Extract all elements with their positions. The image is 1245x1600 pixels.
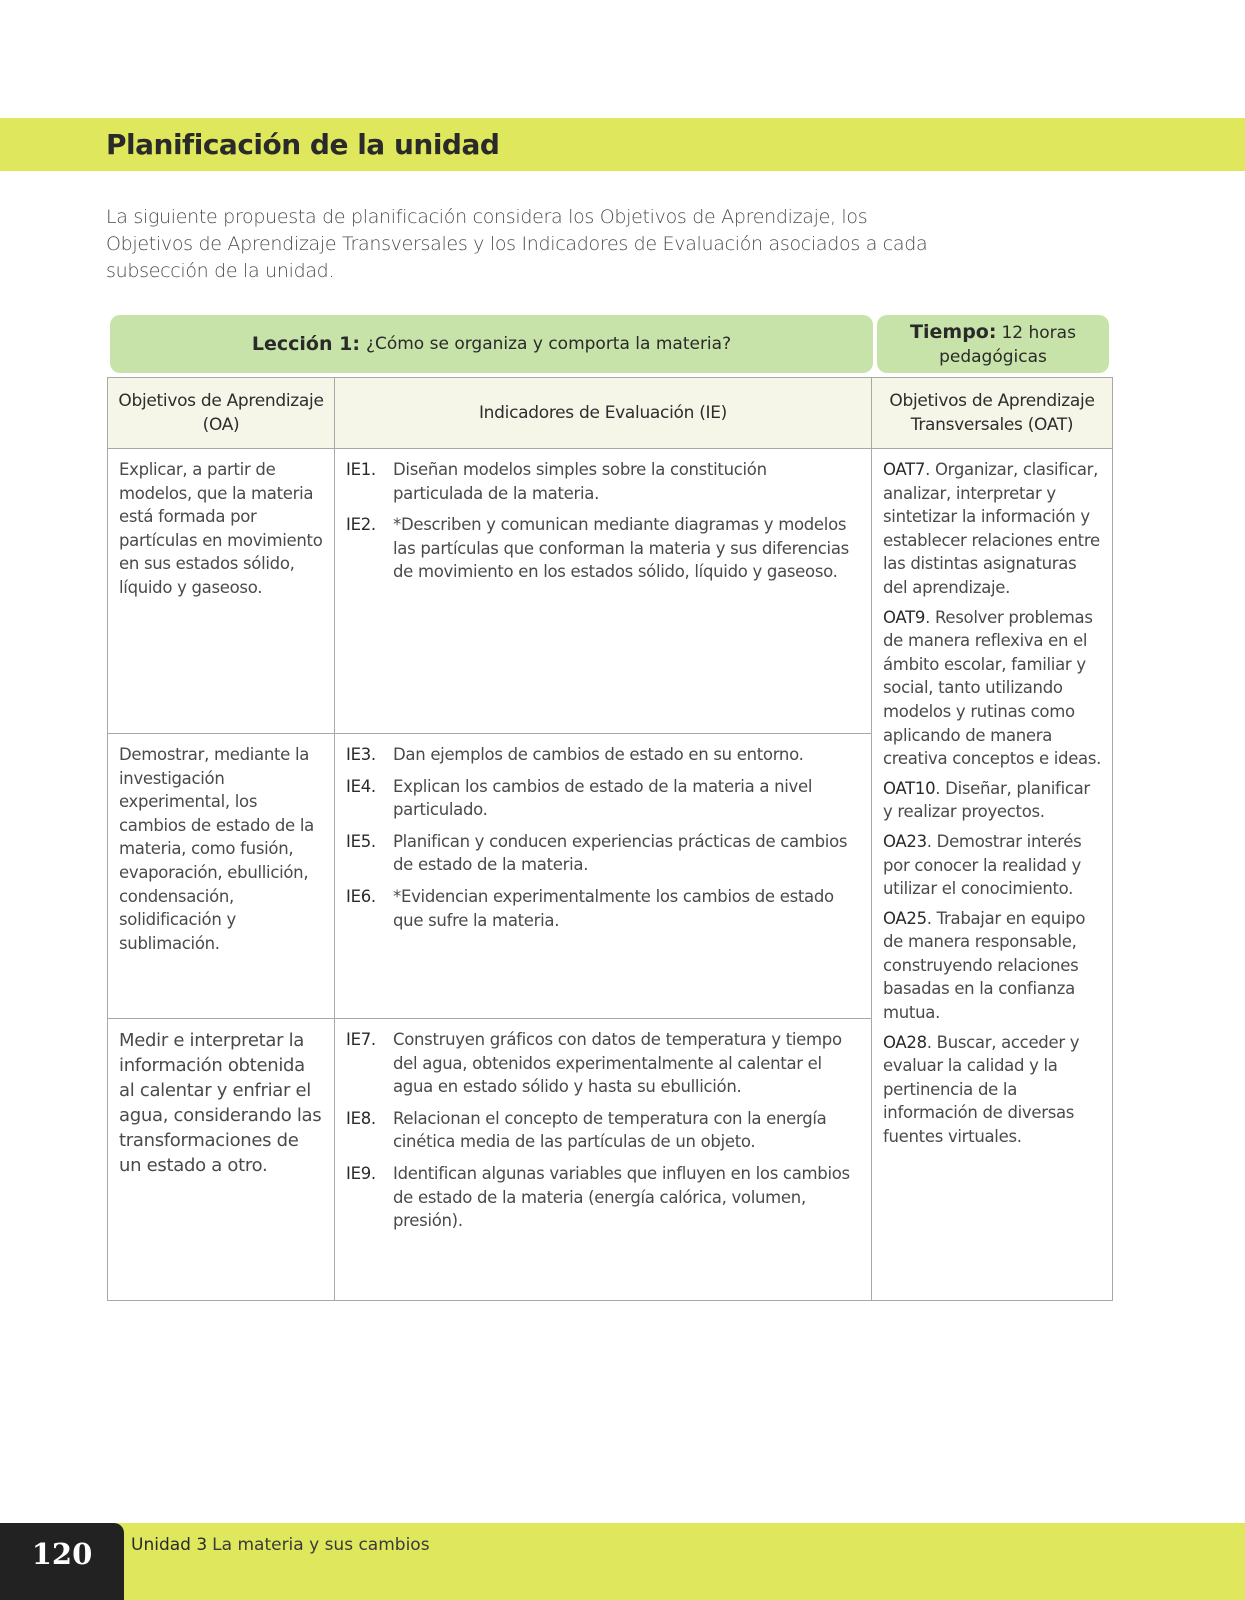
time-value: 12 horas	[1001, 322, 1076, 343]
ie-item	[346, 775, 861, 822]
oat-code: OAT10	[883, 778, 936, 798]
intro-paragraph: La siguiente propuesta de planificación considera los Objetivos de Aprendizaje, los Objetivos de Aprendizaje Transversales y los Indicadores de Evaluación asociados a cada subsección de la unidad.	[106, 206, 928, 282]
ie-item	[346, 1162, 861, 1233]
ie-code: IE8.	[346, 1108, 376, 1128]
lesson-title: ¿Cómo se organiza y comporta la materia?	[365, 334, 732, 354]
ie-code: IE4.	[346, 776, 376, 796]
oat-code: OAT9	[883, 607, 926, 627]
ie-cell-3	[334, 1018, 872, 1301]
time-line	[910, 320, 1076, 345]
oat-code: OA28	[883, 1032, 927, 1052]
oat-item	[883, 830, 1104, 901]
ie-item	[346, 830, 861, 877]
ie-text: *Describen y comunican mediante diagramas y modelos las partículas que conforman la materia y sus diferencias de movimiento en los estados sólido, líquido y gaseoso.	[393, 515, 849, 582]
lesson-label: Lección 1:	[251, 333, 360, 355]
ie-text: Construyen gráficos con datos de temperatura y tiempo del agua, obtenidos experimentalmente al calentar el agua en estado sólido y hasta su ebullición.	[393, 1030, 842, 1097]
oa-cell-2: Demostrar, mediante la investigación experimental, los cambios de estado de la materia, como fusión, evaporación, ebullición, condensación, solidificación y sublimación.	[107, 733, 335, 1019]
oat-code: OA25	[883, 908, 927, 928]
oat-code: OAT7	[883, 460, 926, 479]
ie-text: Relacionan el concepto de temperatura con la energía cinética media de las partículas de un objeto.	[393, 1108, 827, 1152]
ie-cell-2	[334, 733, 872, 1019]
ie-cell-1	[334, 448, 872, 734]
ie-code: IE9.	[346, 1163, 376, 1183]
page-title: Planificación de la unidad	[106, 128, 500, 161]
planning-table	[107, 377, 1113, 1301]
ie-code: IE1.	[346, 460, 376, 479]
oat-item	[883, 1031, 1104, 1149]
ie-text: Planifican y conducen experiencias prácticas de cambios de estado de la materia.	[393, 831, 848, 875]
ie-code: IE5.	[346, 831, 376, 851]
ie-item	[346, 513, 861, 584]
unit-title: La materia y sus cambios	[212, 1535, 430, 1555]
ie-code: IE2.	[346, 515, 376, 535]
ie-item	[346, 743, 861, 767]
oat-text: . Demostrar interés por conocer la realidad y utilizar el conocimiento.	[883, 831, 1082, 899]
oat-cell	[871, 448, 1113, 1301]
page-number: 120	[0, 1523, 124, 1600]
oa-cell-3: Medir e interpretar la información obtenida al calentar y enfriar el agua, considerando las transformaciones de un estado a otro.	[107, 1018, 335, 1301]
ie-item	[346, 1107, 861, 1154]
oat-item	[883, 907, 1104, 1025]
header-oa: Objetivos de Aprendizaje (OA)	[107, 377, 335, 449]
oat-text: . Diseñar, planificar y realizar proyectos.	[883, 778, 1090, 822]
oat-item	[883, 458, 1104, 600]
ie-text: Identifican algunas variables que influyen en los cambios de estado de la materia (energía calórica, volumen, presión).	[393, 1163, 850, 1231]
ie-item	[346, 458, 861, 505]
oa-cell-1: Explicar, a partir de modelos, que la materia está formada por partículas en movimiento en sus estados sólido, líquido y gaseoso.	[107, 448, 335, 734]
oat-text: . Trabajar en equipo de manera responsable, construyendo relaciones basadas en la confianza mutua.	[883, 908, 1086, 1023]
footer-unit	[131, 1535, 430, 1555]
oat-text: . Resolver problemas de manera reflexiva en el ámbito escolar, familiar y social, tanto utilizando modelos y rutinas como aplicando de manera creativa conceptos e ideas.	[883, 607, 1102, 769]
lesson-header	[110, 315, 873, 373]
header-oat: Objetivos de Aprendizaje Transversales (OAT)	[871, 377, 1113, 449]
oat-text: . Buscar, acceder y evaluar la calidad y la pertinencia de la información de diversas fuentes virtuales.	[883, 1032, 1080, 1147]
ie-code: IE3.	[346, 745, 376, 764]
oat-code: OA23	[883, 831, 927, 851]
ie-code: IE6.	[346, 886, 376, 906]
ie-text: *Evidencian experimentalmente los cambios de estado que sufre la materia.	[393, 886, 834, 930]
oat-text: . Organizar, clasificar, analizar, interpretar y sintetizar la información y establecer relaciones entre las distintas asignaturas del aprendizaje.	[883, 460, 1100, 597]
time-unit: pedagógicas	[939, 346, 1047, 367]
header-ie: Indicadores de Evaluación (IE)	[334, 377, 872, 449]
ie-text: Explican los cambios de estado de la materia a nivel particulado.	[393, 776, 813, 820]
ie-item	[346, 885, 861, 932]
title-band	[0, 118, 1245, 171]
time-header	[877, 315, 1109, 373]
ie-item	[346, 1028, 861, 1099]
oat-item	[883, 606, 1104, 771]
oat-item	[883, 777, 1104, 824]
ie-text: Dan ejemplos de cambios de estado en su entorno.	[393, 745, 804, 764]
ie-text: Diseñan modelos simples sobre la constitución particulada de la materia.	[393, 460, 767, 503]
ie-code: IE7.	[346, 1030, 376, 1049]
time-label: Tiempo:	[910, 320, 997, 343]
unit-label: Unidad 3	[131, 1535, 208, 1555]
